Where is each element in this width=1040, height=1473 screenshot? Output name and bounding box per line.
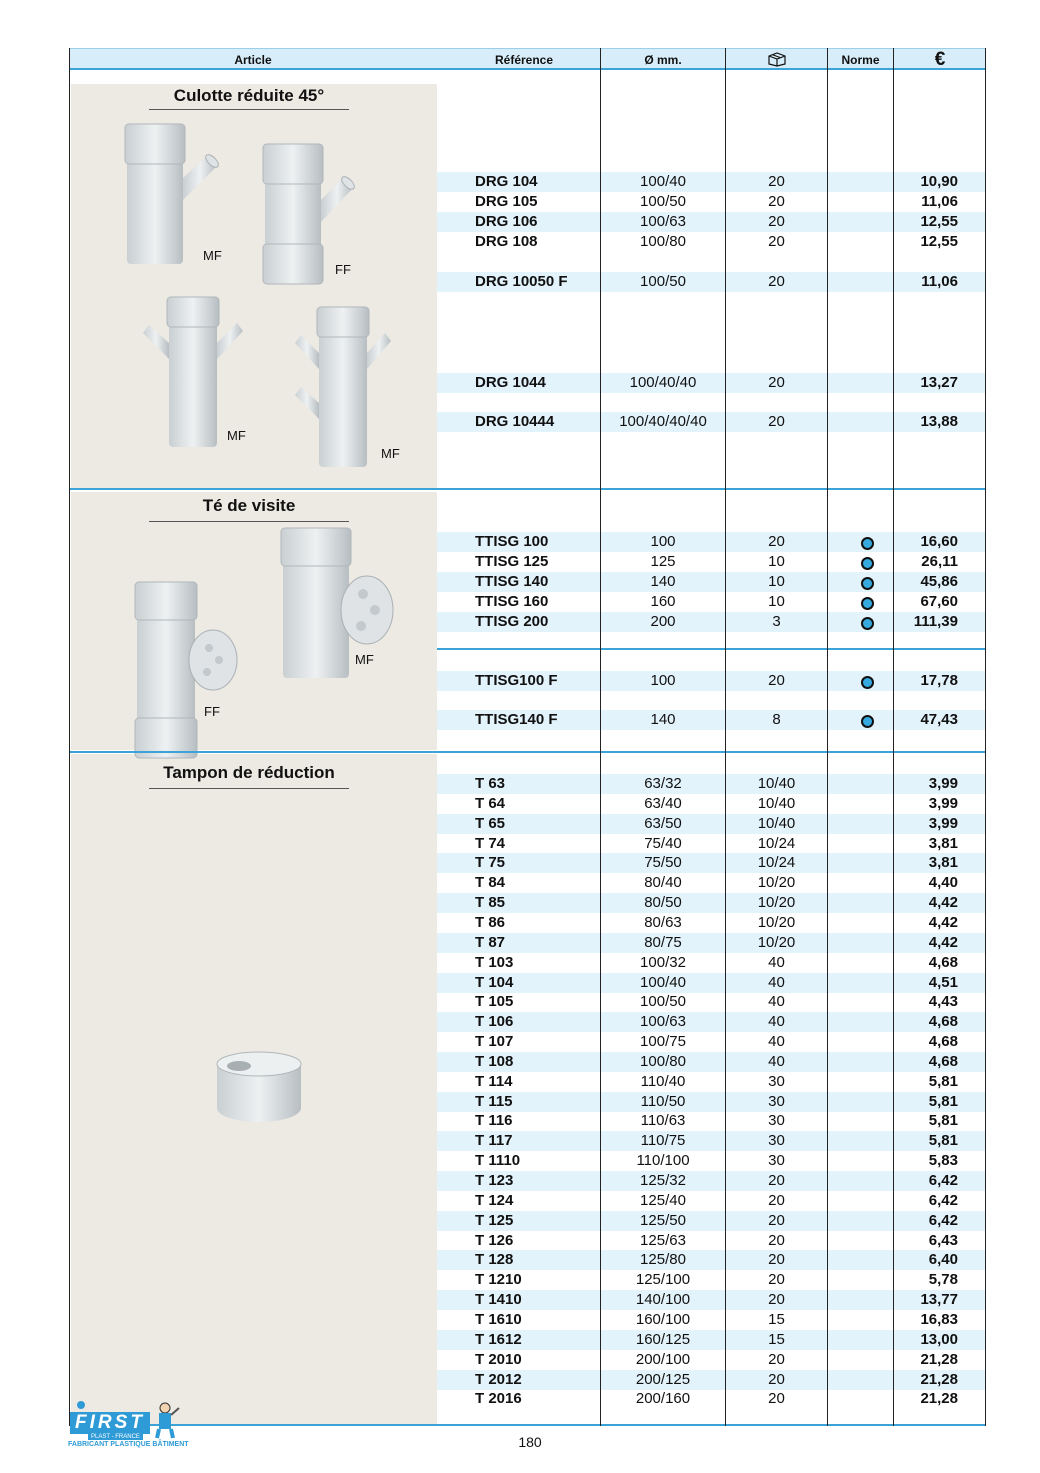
- table-row: [437, 1131, 985, 1151]
- reference-cell: T 1110: [475, 1152, 521, 1169]
- diameter-cell: 125: [650, 553, 676, 570]
- price-cell: 4,40: [928, 874, 958, 891]
- diameter-cell: 125/40: [640, 1192, 686, 1209]
- page-number: 180: [518, 1434, 542, 1450]
- reference-cell: T 107: [475, 1033, 514, 1050]
- price-cell: 12,55: [920, 213, 958, 230]
- price-cell: 4,68: [928, 1033, 958, 1050]
- diameter-cell: 100/50: [640, 993, 686, 1010]
- box-qty-cell: 20: [768, 1371, 785, 1388]
- reference-cell: T 84: [475, 874, 506, 891]
- diameter-cell: 100/50: [640, 193, 686, 210]
- diameter-cell: 100/63: [640, 1013, 686, 1030]
- reference-cell: DRG 108: [475, 233, 538, 250]
- price-cell: 4,42: [928, 914, 958, 931]
- diameter-cell: 140: [650, 711, 676, 728]
- reference-cell: T 116: [475, 1112, 513, 1129]
- mascot-icon: [148, 1400, 182, 1440]
- box-qty-cell: 15: [768, 1331, 785, 1348]
- reference-cell: T 2010: [475, 1351, 522, 1368]
- table-row: [437, 172, 985, 192]
- reference-cell: T 87: [475, 934, 506, 951]
- box-qty-cell: 20: [768, 374, 785, 391]
- box-qty-cell: 40: [768, 1053, 785, 1070]
- price-cell: 12,55: [920, 233, 958, 250]
- logo-dot-icon: [76, 1400, 86, 1410]
- table-bottom-rule: [69, 1424, 986, 1426]
- reference-cell: T 2016: [475, 1390, 522, 1407]
- box-qty-cell: 10: [768, 573, 785, 590]
- table-row: [437, 1330, 985, 1350]
- price-cell: 13,27: [920, 374, 958, 391]
- norme-dot-icon: [861, 577, 874, 590]
- box-qty-cell: 30: [768, 1093, 785, 1110]
- price-cell: 4,42: [928, 894, 958, 911]
- box-qty-cell: 20: [768, 672, 785, 689]
- table-row: [437, 212, 985, 232]
- diameter-cell: 125/80: [640, 1251, 686, 1268]
- diameter-cell: 110/75: [640, 1132, 686, 1149]
- diameter-cell: 110/63: [640, 1112, 686, 1129]
- header-reference: Référence: [494, 53, 554, 67]
- table-row: [437, 552, 985, 572]
- section-divider: [69, 488, 986, 490]
- price-cell: 21,28: [920, 1371, 958, 1388]
- diameter-cell: 160/100: [635, 1311, 691, 1328]
- title-underline: [149, 788, 349, 789]
- diameter-cell: 125/63: [640, 1232, 686, 1249]
- diameter-cell: 160: [650, 593, 676, 610]
- box-qty-cell: 30: [768, 1132, 785, 1149]
- box-qty-cell: 20: [768, 533, 785, 550]
- reference-cell: T 1610: [475, 1311, 522, 1328]
- box-qty-cell: 30: [768, 1112, 785, 1129]
- price-cell: 6,42: [928, 1212, 958, 1229]
- table-row: [437, 710, 985, 730]
- box-qty-cell: 40: [768, 974, 785, 991]
- norme-dot-icon: [861, 676, 874, 689]
- diameter-cell: 160/125: [635, 1331, 691, 1348]
- reference-cell: DRG 10050 F: [475, 273, 568, 290]
- reference-cell: T 126: [475, 1232, 514, 1249]
- tag-culotte-3: MF: [227, 428, 246, 443]
- reference-cell: T 103: [475, 954, 514, 971]
- diameter-cell: 100/50: [640, 273, 686, 290]
- diameter-cell: 200/125: [635, 1371, 691, 1388]
- box-qty-cell: 10/24: [757, 835, 796, 852]
- table-row: [437, 272, 985, 292]
- diameter-cell: 63/50: [644, 815, 682, 832]
- box-qty-cell: 20: [768, 213, 785, 230]
- table-row: [437, 1092, 985, 1112]
- table-row: [437, 873, 985, 893]
- reference-cell: T 65: [475, 815, 506, 832]
- reference-cell: DRG 106: [475, 213, 538, 230]
- table-row: [437, 774, 985, 794]
- table-row: [437, 992, 985, 1012]
- column-rule: [893, 48, 894, 1426]
- diameter-cell: 80/63: [644, 914, 682, 931]
- price-cell: 21,28: [920, 1390, 958, 1407]
- price-cell: 67,60: [920, 593, 958, 610]
- reference-cell: T 114: [475, 1073, 513, 1090]
- diameter-cell: 125/50: [640, 1212, 686, 1229]
- price-cell: 3,99: [928, 795, 958, 812]
- table-row: [437, 1270, 985, 1290]
- section-title-tampon: Tampon de réduction: [163, 763, 335, 782]
- reference-cell: T 85: [475, 894, 506, 911]
- box-qty-cell: 20: [768, 1232, 785, 1249]
- diameter-cell: 75/40: [644, 835, 682, 852]
- table-row: [437, 794, 985, 814]
- table-row: [437, 1290, 985, 1310]
- table-row: [437, 1350, 985, 1370]
- euro-icon: €: [934, 49, 946, 70]
- reference-cell: T 123: [475, 1172, 514, 1189]
- box-icon: [726, 51, 827, 70]
- table-row: [437, 1389, 985, 1409]
- table-row: [437, 1151, 985, 1171]
- table-row: [437, 1191, 985, 1211]
- table-row: [437, 532, 985, 552]
- table-row: [437, 412, 985, 432]
- diameter-cell: 200/160: [635, 1390, 691, 1407]
- price-cell: 11,06: [921, 193, 958, 210]
- price-cell: 10,90: [920, 173, 958, 190]
- tag-culotte-1: MF: [203, 248, 222, 263]
- column-rule: [725, 48, 726, 1426]
- reference-cell: T 106: [475, 1013, 514, 1030]
- norme-dot-icon: [861, 597, 874, 610]
- box-qty-cell: 10: [768, 593, 785, 610]
- price-cell: 16,60: [920, 533, 958, 550]
- table-row: [437, 834, 985, 854]
- price-cell: 4,68: [928, 1013, 958, 1030]
- reference-cell: TTISG100 F: [475, 672, 558, 689]
- box-qty-cell: 20: [768, 1351, 785, 1368]
- reference-cell: DRG 1044: [475, 374, 546, 391]
- tag-culotte-4: MF: [381, 446, 400, 461]
- reference-cell: TTISG 125: [475, 553, 549, 570]
- price-cell: 5,83: [928, 1152, 958, 1169]
- reference-cell: T 74: [475, 835, 506, 852]
- diameter-cell: 100/75: [640, 1033, 686, 1050]
- table-row: [437, 572, 985, 592]
- price-cell: 13,00: [920, 1331, 958, 1348]
- reference-cell: TTISG140 F: [475, 711, 558, 728]
- box-qty-cell: 10: [768, 553, 785, 570]
- box-qty-cell: 30: [768, 1152, 785, 1169]
- table-row: [437, 1310, 985, 1330]
- box-qty-cell: 10/20: [757, 934, 796, 951]
- price-cell: 6,42: [928, 1192, 958, 1209]
- box-qty-cell: 10/24: [757, 854, 796, 871]
- logo-tagline: FABRICANT PLASTIQUE BÂTIMENT: [68, 1441, 189, 1448]
- subsection-divider: [437, 648, 986, 650]
- norme-dot-icon: [861, 715, 874, 728]
- te-mf-illustration: [277, 524, 397, 684]
- box-qty-cell: 40: [768, 1013, 785, 1030]
- reference-cell: T 63: [475, 775, 506, 792]
- price-cell: 13,88: [920, 413, 958, 430]
- section-title-culotte: Culotte réduite 45°: [173, 86, 325, 105]
- table-row: [437, 1211, 985, 1231]
- header-norme: Norme: [841, 53, 880, 67]
- table-row: [437, 1231, 985, 1251]
- box-qty-cell: 40: [768, 954, 785, 971]
- table-header: [69, 48, 986, 70]
- reference-cell: TTISG 140: [475, 573, 549, 590]
- price-cell: 11,06: [921, 273, 958, 290]
- table-row: [437, 232, 985, 252]
- price-cell: 45,86: [920, 573, 958, 590]
- diameter-cell: 125/32: [640, 1172, 686, 1189]
- diameter-cell: 140: [650, 573, 676, 590]
- price-cell: 17,78: [920, 672, 958, 689]
- diameter-cell: 63/32: [644, 775, 682, 792]
- reference-cell: T 125: [475, 1212, 514, 1229]
- box-qty-cell: 20: [768, 1271, 785, 1288]
- box-qty-cell: 20: [768, 1172, 785, 1189]
- logo-word: FIRST: [70, 1412, 150, 1434]
- tag-te-1: MF: [355, 652, 374, 667]
- price-cell: 3,81: [928, 854, 958, 871]
- diameter-cell: 100/40/40: [629, 374, 697, 391]
- reference-cell: T 64: [475, 795, 506, 812]
- diameter-cell: 80/75: [644, 934, 682, 951]
- reference-cell: T 128: [475, 1251, 514, 1268]
- reference-cell: T 86: [475, 914, 506, 931]
- price-cell: 5,81: [928, 1112, 958, 1129]
- norme-dot-icon: [861, 617, 874, 630]
- box-qty-cell: 10/40: [757, 815, 796, 832]
- box-qty-cell: 20: [768, 173, 785, 190]
- price-cell: 5,78: [928, 1271, 958, 1288]
- reference-cell: T 2012: [475, 1371, 522, 1388]
- tag-te-2: FF: [204, 704, 220, 719]
- reference-cell: T 108: [475, 1053, 514, 1070]
- price-cell: 4,42: [928, 934, 958, 951]
- price-cell: 5,81: [928, 1073, 958, 1090]
- box-qty-cell: 10/20: [757, 914, 796, 931]
- table-row: [437, 1012, 985, 1032]
- diameter-cell: 75/50: [644, 854, 682, 871]
- diameter-cell: 110/50: [640, 1093, 686, 1110]
- price-cell: 26,11: [921, 553, 958, 570]
- reference-cell: T 124: [475, 1192, 514, 1209]
- price-cell: 6,40: [928, 1251, 958, 1268]
- reference-cell: DRG 105: [475, 193, 538, 210]
- diameter-cell: 100/80: [640, 233, 686, 250]
- diameter-cell: 125/100: [635, 1271, 691, 1288]
- table-row: [437, 953, 985, 973]
- header-diameter: Ø mm.: [644, 53, 682, 67]
- box-qty-cell: 20: [768, 1212, 785, 1229]
- catalog-table: [69, 48, 986, 1426]
- table-row: [437, 853, 985, 873]
- reference-cell: T 117: [475, 1132, 513, 1149]
- diameter-cell: 100/32: [640, 954, 686, 971]
- diameter-cell: 100/80: [640, 1053, 686, 1070]
- price-cell: 5,81: [928, 1093, 958, 1110]
- box-qty-cell: 40: [768, 993, 785, 1010]
- reference-cell: T 115: [475, 1093, 513, 1110]
- diameter-cell: 100: [650, 533, 676, 550]
- diameter-cell: 140/100: [635, 1291, 691, 1308]
- reference-cell: T 75: [475, 854, 506, 871]
- table-row: [437, 1171, 985, 1191]
- table-row: [437, 933, 985, 953]
- reference-cell: TTISG 200: [475, 613, 549, 630]
- diameter-cell: 200: [650, 613, 676, 630]
- reference-cell: DRG 104: [475, 173, 538, 190]
- price-cell: 47,43: [920, 711, 958, 728]
- diameter-cell: 80/40: [644, 874, 682, 891]
- box-qty-cell: 20: [768, 413, 785, 430]
- diameter-cell: 110/100: [636, 1152, 690, 1169]
- price-cell: 6,42: [928, 1172, 958, 1189]
- reference-cell: TTISG 100: [475, 533, 549, 550]
- box-qty-cell: 40: [768, 1033, 785, 1050]
- price-cell: 4,68: [928, 954, 958, 971]
- box-qty-cell: 20: [768, 233, 785, 250]
- box-qty-cell: 20: [768, 193, 785, 210]
- column-rule: [600, 48, 601, 1426]
- price-cell: 4,43: [928, 993, 958, 1010]
- table-row: [437, 973, 985, 993]
- box-qty-cell: 30: [768, 1073, 785, 1090]
- reference-cell: T 105: [475, 993, 514, 1010]
- table-row: [437, 373, 985, 393]
- table-row: [437, 671, 985, 691]
- first-plast-logo: [68, 1400, 188, 1450]
- diameter-cell: 100: [650, 672, 676, 689]
- table-row: [437, 592, 985, 612]
- box-qty-cell: 20: [768, 1291, 785, 1308]
- column-rule: [985, 48, 986, 1426]
- column-rule: [827, 48, 828, 1426]
- box-qty-cell: 20: [768, 1251, 785, 1268]
- diameter-cell: 100/40/40/40: [619, 413, 707, 430]
- table-row: [437, 612, 985, 632]
- diameter-cell: 100/40: [640, 974, 686, 991]
- price-cell: 5,81: [928, 1132, 958, 1149]
- table-row: [437, 913, 985, 933]
- reference-cell: T 104: [475, 974, 514, 991]
- reference-cell: TTISG 160: [475, 593, 549, 610]
- price-cell: 16,83: [920, 1311, 958, 1328]
- price-cell: 3,81: [928, 835, 958, 852]
- norme-dot-icon: [861, 557, 874, 570]
- table-row: [437, 192, 985, 212]
- price-cell: 4,51: [928, 974, 958, 991]
- box-qty-cell: 8: [772, 711, 781, 728]
- tampon-illustration: [213, 1050, 305, 1126]
- box-qty-cell: 10/20: [757, 894, 796, 911]
- price-cell: 13,77: [920, 1291, 958, 1308]
- table-row: [437, 1072, 985, 1092]
- box-qty-cell: 10/40: [757, 775, 796, 792]
- reference-cell: T 1612: [475, 1331, 522, 1348]
- price-cell: 21,28: [920, 1351, 958, 1368]
- box-qty-cell: 20: [768, 1390, 785, 1407]
- price-cell: 3,99: [928, 775, 958, 792]
- table-row: [437, 1032, 985, 1052]
- box-qty-cell: 10/40: [757, 795, 796, 812]
- diameter-cell: 100/63: [640, 213, 686, 230]
- box-qty-cell: 20: [768, 273, 785, 290]
- tag-culotte-2: FF: [335, 262, 351, 277]
- diameter-cell: 100/40: [640, 173, 686, 190]
- box-qty-cell: 15: [768, 1311, 785, 1328]
- culotte-ff-illustration: [259, 140, 369, 290]
- table-row: [437, 1250, 985, 1270]
- reference-cell: T 1410: [475, 1291, 522, 1308]
- diameter-cell: 200/100: [635, 1351, 691, 1368]
- box-qty-cell: 3: [772, 613, 781, 630]
- price-cell: 6,43: [928, 1232, 958, 1249]
- price-cell: 111,39: [913, 613, 958, 630]
- table-row: [437, 893, 985, 913]
- reference-cell: DRG 10444: [475, 413, 555, 430]
- te-ff-illustration: [131, 578, 241, 763]
- table-row: [437, 814, 985, 834]
- price-cell: 4,68: [928, 1053, 958, 1070]
- diameter-cell: 63/40: [644, 795, 682, 812]
- title-underline: [149, 521, 349, 522]
- section-title-te: Té de visite: [202, 496, 296, 515]
- box-qty-cell: 10/20: [757, 874, 796, 891]
- title-underline: [149, 109, 349, 110]
- logo-sub: PLAST - FRANCE: [88, 1434, 143, 1440]
- price-cell: 3,99: [928, 815, 958, 832]
- header-article: Article: [234, 53, 272, 67]
- table-row: [437, 1370, 985, 1390]
- box-qty-cell: 20: [768, 1192, 785, 1209]
- diameter-cell: 80/50: [644, 894, 682, 911]
- table-row: [437, 1052, 985, 1072]
- section-divider: [69, 751, 986, 753]
- column-rule: [69, 48, 70, 1426]
- table-row: [437, 1111, 985, 1131]
- diameter-cell: 110/40: [640, 1073, 686, 1090]
- norme-dot-icon: [861, 537, 874, 550]
- reference-cell: T 1210: [475, 1271, 522, 1288]
